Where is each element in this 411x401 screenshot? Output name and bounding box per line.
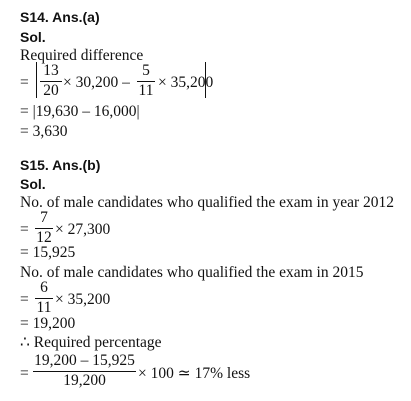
s14-fraction-1 — [40, 63, 62, 98]
s15-frac1-num: 7 — [40, 209, 48, 226]
s14-heading: S14. Ans.(a) — [20, 9, 100, 25]
s15-equals-1: = — [20, 221, 29, 238]
s14-equals: = — [20, 74, 29, 91]
s14-fraction-2 — [137, 63, 155, 98]
abs-bar-right — [205, 62, 206, 98]
s14-required-difference: Required difference — [20, 47, 144, 64]
s15-equals-3: = — [20, 365, 29, 382]
s14-frac2-den: 11 — [138, 81, 154, 99]
s15-frac3-num: 19,200 – 15,925 — [34, 352, 135, 369]
s14-line-3: = 3,630 — [20, 123, 68, 140]
s15-frac3-den: 19,200 — [63, 371, 106, 389]
s14-multiply-1: × 30,200 – — [63, 74, 130, 91]
s15-sol-label: Sol. — [20, 176, 46, 192]
s15-required-percentage: ∴ Required percentage — [20, 334, 162, 351]
s14-sol-label: Sol. — [20, 29, 46, 45]
s15-multiply-1: × 27,300 — [55, 221, 111, 238]
s15-fraction-2 — [35, 280, 53, 315]
s15-fraction-1 — [35, 210, 53, 245]
s15-result-1: = 15,925 — [20, 244, 76, 261]
s15-frac1-den: 12 — [36, 228, 52, 246]
s14-line-2: = |19,630 – 16,000| — [20, 103, 140, 120]
s15-label-2012: No. of male candidates who qualified the exam in year 2012 — [20, 194, 395, 211]
s15-frac2-den: 11 — [36, 298, 52, 316]
s14-frac1-num: 13 — [43, 62, 59, 79]
abs-bar-left — [36, 62, 37, 98]
s15-fraction-3 — [33, 353, 136, 388]
s14-frac1-den: 20 — [43, 81, 59, 99]
s14-multiply-2: × 35,200 — [158, 74, 214, 91]
s14-frac2-num: 5 — [142, 62, 150, 79]
s15-heading: S15. Ans.(b) — [20, 157, 101, 173]
s15-result-2: = 19,200 — [20, 315, 76, 332]
s15-multiply-2: × 35,200 — [55, 291, 111, 308]
s15-label-2015: No. of male candidates who qualified the exam in 2015 — [20, 264, 364, 281]
s15-tail: × 100 ≃ 17% less — [138, 365, 251, 382]
s15-frac2-num: 6 — [40, 279, 48, 296]
s15-equals-2: = — [20, 291, 29, 308]
